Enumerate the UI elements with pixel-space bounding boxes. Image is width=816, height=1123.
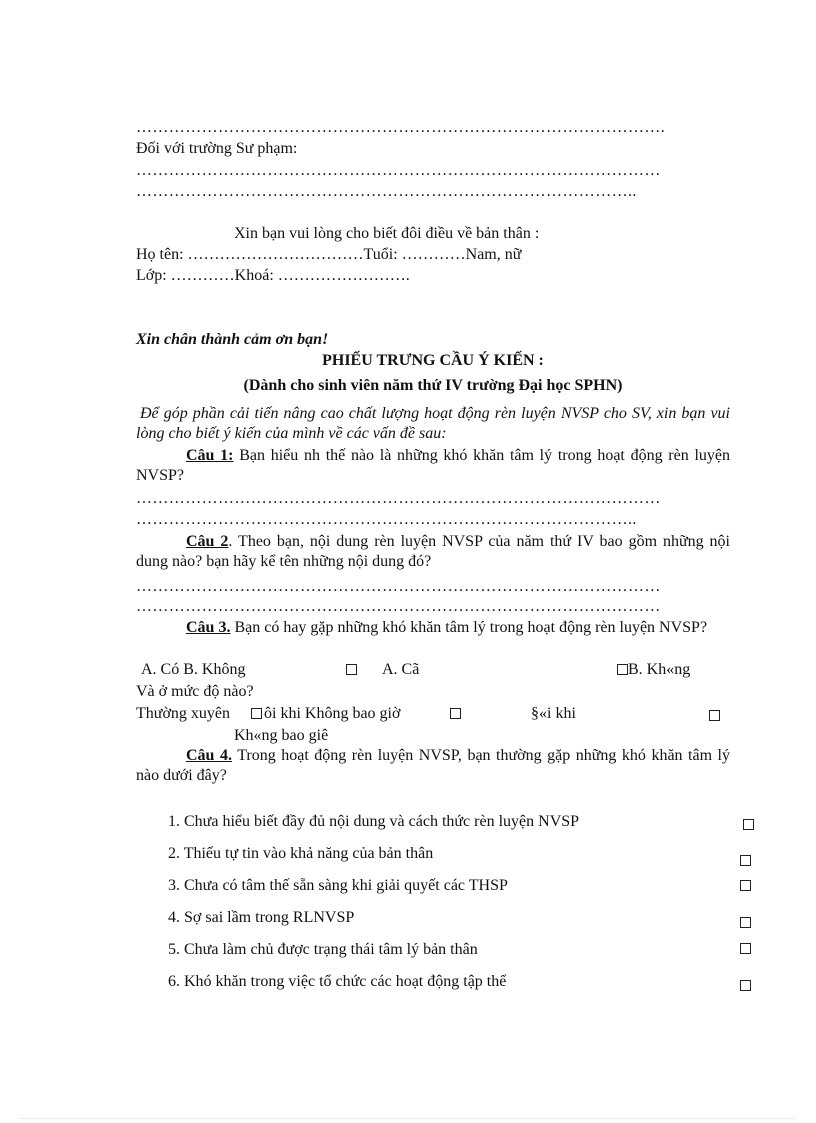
checkbox-q3-never[interactable] [709, 710, 720, 721]
checkbox-q4-item-2[interactable] [740, 855, 751, 866]
dotted-line: …………………………………………………………………………………… [136, 598, 661, 615]
list-item: 4. Sợ sai lầm trong RLNVSP [168, 909, 355, 926]
dotted-line: ……………………………………………………………………………………. [136, 119, 666, 136]
question-2-label: Câu 2 [186, 533, 229, 550]
checkbox-q4-item-5[interactable] [740, 943, 751, 954]
question-1-text: Bạn hiểu nh thế nào là những khó khăn tâm lý trong hoạt động rèn luyện NVSP? [136, 447, 730, 484]
checkbox-q4-item-1[interactable] [743, 819, 754, 830]
name-age-gender-line: Họ tên: ……………………………Tuổi: …………Nam, nữ [136, 246, 522, 263]
dotted-line: …………………………………………………………………………………… [136, 490, 661, 507]
school-label: Đối với trường Sư phạm: [136, 140, 298, 157]
list-item: 5. Chưa làm chủ được trạng thái tâm lý bản thân [168, 941, 478, 958]
dotted-line: …………………………………………………………………………………… [136, 578, 661, 595]
checkbox-q3-yes[interactable] [346, 664, 357, 675]
class-course-line: Lớp: …………Khoá: ……………………. [136, 267, 410, 284]
list-item: 1. Chưa hiểu biết đầy đủ nội dung và cách thức rèn luyện NVSP [168, 813, 580, 830]
question-1 [136, 446, 730, 486]
question-3-label: Câu 3. [186, 619, 231, 636]
q3-option-a: A. Cã [382, 661, 420, 678]
checkbox-q3-sometimes[interactable] [450, 708, 461, 719]
q3-freq-often: Thường xuyên [136, 705, 231, 722]
survey-title: PHIẾU TRƯNG CẦU Ý KIẾN : [322, 352, 544, 369]
checkbox-q3-no[interactable] [617, 664, 628, 675]
question-1-label: Câu 1: [186, 447, 234, 464]
checkbox-q4-item-6[interactable] [740, 980, 751, 991]
q3-options-text: A. Có B. Không [141, 661, 246, 678]
list-item: 3. Chưa có tâm thế sẵn sàng khi giải quyết các THSP [168, 877, 508, 894]
question-2-text: . Theo bạn, nội dung rèn luyện NVSP của năm thứ IV bao gồm những nội dung nào? bạn hãy kể tên những nội dung đó? [136, 533, 730, 570]
question-3-text: Bạn có hay gặp những khó khăn tâm lý trong hoạt động rèn luyện NVSP? [230, 619, 708, 636]
q3-level-question: Và ở mức độ nào? [136, 683, 254, 700]
dotted-line: ……………………………………………………………………………….. [136, 511, 637, 528]
personal-intro: Xin bạn vui lòng cho biết đôi điều về bản thân : [234, 225, 540, 242]
list-item: 2. Thiếu tự tin vào khả năng của bản thân [168, 845, 434, 862]
survey-subtitle: (Dành cho sinh viên năm thứ IV trường Đại học SPHN) [243, 377, 623, 394]
dotted-line: …………………………………………………………………………………… [136, 162, 661, 179]
thanks-text: Xin chân thành cảm ơn bạn! [136, 331, 329, 348]
question-2 [136, 532, 730, 572]
question-4-label: Câu 4. [186, 747, 232, 764]
q3-freq-never-alt: Kh«ng bao giê [234, 727, 329, 744]
question-3 [136, 618, 730, 638]
q3-freq-sometimes-never: ôi khi Không bao giờ [264, 705, 401, 722]
question-4 [136, 746, 730, 786]
checkbox-q4-item-3[interactable] [740, 880, 751, 891]
list-item: 6. Khó khăn trong việc tổ chức các hoạt động tập thể [168, 973, 507, 990]
q3-option-b: B. Kh«ng [628, 661, 691, 678]
question-4-text: Trong hoạt động rèn luyện NVSP, bạn thường gặp những khó khăn tâm lý nào dưới đây? [136, 747, 730, 784]
dotted-line: ……………………………………………………………………………….. [136, 183, 637, 200]
checkbox-q3-often[interactable] [251, 708, 262, 719]
page-bottom-divider [20, 1118, 796, 1119]
survey-intro: Để góp phần cải tiến nâng cao chất lượng hoạt động rèn luyện NVSP cho SV, xin bạn vui lòng cho biết ý kiến của mình về các vấn đề sau: [136, 405, 730, 442]
q3-freq-sometimes-alt: §«i khi [531, 705, 576, 722]
checkbox-q4-item-4[interactable] [740, 917, 751, 928]
